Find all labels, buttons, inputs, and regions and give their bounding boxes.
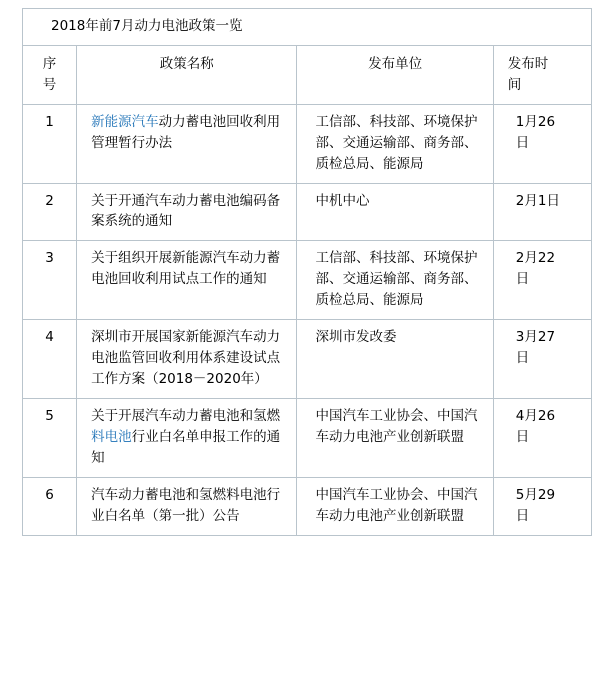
row-release-date: [493, 477, 591, 535]
release-date-line1: 3月27: [515, 329, 556, 346]
row-seq: 4: [23, 320, 77, 399]
row-seq: 2: [23, 183, 77, 241]
release-date-line1: 2月1日: [515, 192, 560, 209]
row-issuing-unit: 中国汽车工业协会、中国汽车动力电池产业创新联盟: [297, 398, 493, 477]
row-release-date: [493, 183, 591, 241]
row-policy-name: 深圳市开展国家新能源汽车动力电池监管回收利用体系建设试点工作方案（2018－2020年）: [77, 320, 297, 399]
column-header-unit: 发布单位: [297, 45, 493, 104]
row-seq: 5: [23, 398, 77, 477]
policy-name-text-2: 行业白名单申报工作的通知: [91, 428, 281, 466]
table-header-row: [23, 45, 592, 104]
column-header-seq: [23, 45, 77, 104]
row-release-date: [493, 241, 591, 320]
row-policy-name: 关于组织开展新能源汽车动力蓄电池回收利用试点工作的通知: [77, 241, 297, 320]
release-date-line1: 5月29: [515, 486, 556, 503]
row-seq: 3: [23, 241, 77, 320]
row-issuing-unit: 工信部、科技部、环境保护部、交通运输部、商务部、质检总局、能源局: [297, 241, 493, 320]
row-seq: 6: [23, 477, 77, 535]
row-issuing-unit: 深圳市发改委: [297, 320, 493, 399]
row-issuing-unit: 工信部、科技部、环境保护部、交通运输部、商务部、质检总局、能源局: [297, 104, 493, 183]
column-header-date-line2: 间: [507, 76, 522, 93]
table-title: 2018年前7月动力电池政策一览: [23, 9, 592, 46]
row-release-date: [493, 320, 591, 399]
column-header-date: [493, 45, 591, 104]
column-header-seq-line2: 号: [42, 76, 57, 93]
table-row: [23, 241, 592, 320]
column-header-date-line1: 发布时: [507, 55, 549, 72]
table-row: [23, 398, 592, 477]
policy-name-text: 动力蓄电池回收利用管理暂行办法: [91, 113, 281, 151]
release-date-line1: 2月22: [515, 250, 556, 267]
row-policy-name: [77, 104, 297, 183]
release-date-line2: 日: [515, 507, 530, 524]
table-row: [23, 477, 592, 535]
table-row: [23, 104, 592, 183]
column-header-name: 政策名称: [77, 45, 297, 104]
row-issuing-unit: 中机中心: [297, 183, 493, 241]
row-release-date: [493, 104, 591, 183]
release-date-line2: 日: [515, 134, 530, 151]
row-policy-name: [77, 398, 297, 477]
policy-name-link[interactable]: 料电池: [91, 428, 132, 445]
table-row: [23, 183, 592, 241]
policy-name-text: 关于开展汽车动力蓄电池和氢燃: [91, 407, 281, 424]
table-title-row: [23, 9, 592, 46]
release-date-line2: 日: [515, 428, 530, 445]
row-release-date: [493, 398, 591, 477]
row-policy-name: 关于开通汽车动力蓄电池编码备案系统的通知: [77, 183, 297, 241]
policy-table: [22, 8, 592, 536]
release-date-line1: 4月26: [515, 407, 556, 424]
column-header-seq-line1: 序: [42, 55, 57, 72]
policy-name-link[interactable]: 新能源汽车: [91, 113, 159, 130]
row-issuing-unit: 中国汽车工业协会、中国汽车动力电池产业创新联盟: [297, 477, 493, 535]
release-date-line2: 日: [515, 350, 530, 367]
row-policy-name: 汽车动力蓄电池和氢燃料电池行业白名单（第一批）公告: [77, 477, 297, 535]
table-row: [23, 320, 592, 399]
release-date-line1: 1月26: [515, 113, 556, 130]
release-date-line2: 日: [515, 271, 530, 288]
row-seq: 1: [23, 104, 77, 183]
